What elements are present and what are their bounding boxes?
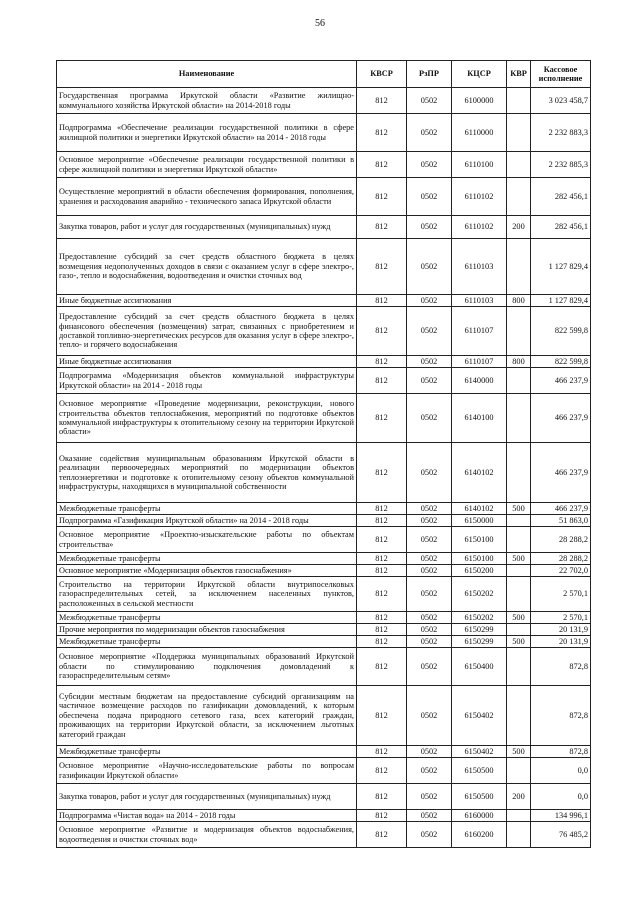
row-kvr xyxy=(507,178,531,216)
row-kcsr: 6110100 xyxy=(452,152,507,178)
row-kvsr: 812 xyxy=(357,686,407,746)
row-rzpr: 0502 xyxy=(407,368,452,394)
table-row xyxy=(57,686,591,746)
row-name: Основное мероприятие «Модернизация объектов газоснабжения» xyxy=(57,565,357,577)
row-exec: 2 232 885,3 xyxy=(531,152,591,178)
row-rzpr: 0502 xyxy=(407,527,452,553)
row-kvr: 500 xyxy=(507,746,531,758)
row-kvr xyxy=(507,88,531,114)
row-kvr xyxy=(507,239,531,295)
header-kvr: КВР xyxy=(507,61,531,88)
row-rzpr: 0502 xyxy=(407,503,452,515)
row-kvr: 200 xyxy=(507,784,531,810)
row-kvsr: 812 xyxy=(357,822,407,848)
page-number: 56 xyxy=(315,18,325,29)
table-row xyxy=(57,239,591,295)
row-kvsr: 812 xyxy=(357,239,407,295)
row-kcsr: 6140102 xyxy=(452,443,507,503)
table-row xyxy=(57,810,591,822)
row-kvr xyxy=(507,686,531,746)
budget-execution-table xyxy=(56,60,591,848)
row-exec: 822 599,8 xyxy=(531,356,591,368)
row-kcsr: 6110103 xyxy=(452,295,507,307)
row-kvr xyxy=(507,577,531,612)
row-rzpr: 0502 xyxy=(407,178,452,216)
table-row xyxy=(57,178,591,216)
row-kcsr: 6150100 xyxy=(452,553,507,565)
table-row xyxy=(57,624,591,636)
table-row xyxy=(57,527,591,553)
row-exec: 28 288,2 xyxy=(531,553,591,565)
row-exec: 134 996,1 xyxy=(531,810,591,822)
row-name: Подпрограмма «Модернизация объектов коммунальной инфраструктуры Иркутской области» на 2014 - 2018 годы xyxy=(57,368,357,394)
row-kvsr: 812 xyxy=(357,810,407,822)
row-name: Основное мероприятие «Проектно-изыскательские работы по объектам строительства» xyxy=(57,527,357,553)
table-row xyxy=(57,307,591,356)
table-row xyxy=(57,648,591,686)
row-rzpr: 0502 xyxy=(407,758,452,784)
table-row xyxy=(57,394,591,443)
row-kvsr: 812 xyxy=(357,648,407,686)
row-name: Строительство на территории Иркутской области внутрипоселковых газораспределительных сетей, за исключением населенных пунктов, расположенных в сельской местности xyxy=(57,577,357,612)
row-name: Подпрограмма «Чистая вода» на 2014 - 2018 годы xyxy=(57,810,357,822)
row-rzpr: 0502 xyxy=(407,295,452,307)
row-kvsr: 812 xyxy=(357,553,407,565)
row-kvsr: 812 xyxy=(357,577,407,612)
row-name: Основное мероприятие «Поддержка муниципальных образований Иркутской области по стимулированию подключения домовладений к газораспределительным сетям» xyxy=(57,648,357,686)
row-exec: 28 288,2 xyxy=(531,527,591,553)
row-kvsr: 812 xyxy=(357,758,407,784)
row-name: Закупка товаров, работ и услуг для государственных (муниципальных) нужд xyxy=(57,784,357,810)
row-name: Предоставление субсидий за счет средств областного бюджета в целях финансового обеспечения (возмещения) затрат, связанных с приобретением и доставкой топливно-энергетических ресурсов для оказания услуг в сфере электро-, тепло- и горячего водоснабжения xyxy=(57,307,357,356)
row-kvr xyxy=(507,822,531,848)
row-kvsr: 812 xyxy=(357,443,407,503)
row-kcsr: 6150400 xyxy=(452,648,507,686)
row-kvr xyxy=(507,758,531,784)
row-kvr xyxy=(507,648,531,686)
row-rzpr: 0502 xyxy=(407,88,452,114)
row-exec: 51 863,0 xyxy=(531,515,591,527)
row-name: Государственная программа Иркутской области «Развитие жилищно-коммунального хозяйства Иркутской области» на 2014-2018 годы xyxy=(57,88,357,114)
row-exec: 0,0 xyxy=(531,784,591,810)
row-exec: 1 127 829,4 xyxy=(531,239,591,295)
row-kvr: 500 xyxy=(507,612,531,624)
row-kcsr: 6150500 xyxy=(452,758,507,784)
row-name: Межбюджетные трансферты xyxy=(57,612,357,624)
row-kcsr: 6110000 xyxy=(452,114,507,152)
row-kcsr: 6110107 xyxy=(452,307,507,356)
row-kvr xyxy=(507,152,531,178)
row-kcsr: 6100000 xyxy=(452,88,507,114)
row-name: Иные бюджетные ассигнования xyxy=(57,295,357,307)
row-name: Подпрограмма «Обеспечение реализации государственной политики в сфере жилищной политики и энергетики Иркутской области» на 2014 - 2018 годы xyxy=(57,114,357,152)
row-kcsr: 6150000 xyxy=(452,515,507,527)
row-name: Предоставление субсидий за счет средств областного бюджета в целях возмещения недополученных доходов в связи с оказанием услуг в сфере электро-, газо-, тепло и водоснабжения, водоотведения и очистки сточных вод xyxy=(57,239,357,295)
row-kcsr: 6140100 xyxy=(452,394,507,443)
row-kcsr: 6110107 xyxy=(452,356,507,368)
header-name: Наименование xyxy=(57,61,357,88)
row-exec: 1 127 829,4 xyxy=(531,295,591,307)
row-kvsr: 812 xyxy=(357,307,407,356)
row-kvsr: 812 xyxy=(357,746,407,758)
row-kvsr: 812 xyxy=(357,178,407,216)
row-rzpr: 0502 xyxy=(407,515,452,527)
row-name: Межбюджетные трансферты xyxy=(57,636,357,648)
row-exec: 466 237,9 xyxy=(531,503,591,515)
row-kcsr: 6150500 xyxy=(452,784,507,810)
row-kvr xyxy=(507,527,531,553)
table-row xyxy=(57,216,591,239)
row-kvr: 500 xyxy=(507,553,531,565)
table-row xyxy=(57,822,591,848)
row-kvsr: 812 xyxy=(357,784,407,810)
row-rzpr: 0502 xyxy=(407,443,452,503)
row-exec: 3 023 458,7 xyxy=(531,88,591,114)
row-kcsr: 6150402 xyxy=(452,746,507,758)
row-exec: 466 237,9 xyxy=(531,368,591,394)
row-kvsr: 812 xyxy=(357,114,407,152)
table-row xyxy=(57,503,591,515)
row-kvr xyxy=(507,368,531,394)
row-name: Основное мероприятие «Научно-исследовательские работы по вопросам газификации Иркутской области» xyxy=(57,758,357,784)
table-row xyxy=(57,152,591,178)
row-exec: 872,8 xyxy=(531,746,591,758)
row-kvsr: 812 xyxy=(357,394,407,443)
row-kvr: 500 xyxy=(507,636,531,648)
row-rzpr: 0502 xyxy=(407,648,452,686)
row-name: Межбюджетные трансферты xyxy=(57,503,357,515)
row-kvr xyxy=(507,114,531,152)
row-name: Осуществление мероприятий в области обеспечения формирования, пополнения, хранения и расходования аварийно - технического запаса Иркутской области xyxy=(57,178,357,216)
row-kvsr: 812 xyxy=(357,612,407,624)
table-row xyxy=(57,746,591,758)
row-rzpr: 0502 xyxy=(407,624,452,636)
row-kcsr: 6150202 xyxy=(452,577,507,612)
row-kcsr: 6160200 xyxy=(452,822,507,848)
table-row xyxy=(57,565,591,577)
row-kcsr: 6140102 xyxy=(452,503,507,515)
row-exec: 2 570,1 xyxy=(531,577,591,612)
row-kcsr: 6150299 xyxy=(452,636,507,648)
row-kcsr: 6160000 xyxy=(452,810,507,822)
table-row xyxy=(57,636,591,648)
row-exec: 2 232 883,3 xyxy=(531,114,591,152)
row-kvr xyxy=(507,565,531,577)
row-kvr: 500 xyxy=(507,503,531,515)
table-row xyxy=(57,577,591,612)
row-name: Основное мероприятие «Обеспечение реализации государственной политики в сфере жилищной политики и энергетики Иркутской области» xyxy=(57,152,357,178)
table-row xyxy=(57,784,591,810)
row-name: Оказание содействия муниципальным образованиям Иркутской области в реализации первоочередных мероприятий по модернизации объектов теплоэнергетики и подготовке к отопительному сезону объектов коммунальной инфраструктуры, находящихся в муниципальной собственности xyxy=(57,443,357,503)
row-rzpr: 0502 xyxy=(407,152,452,178)
row-kvr: 200 xyxy=(507,216,531,239)
header-kvsr: КВСР xyxy=(357,61,407,88)
row-kcsr: 6150100 xyxy=(452,527,507,553)
row-kvsr: 812 xyxy=(357,503,407,515)
row-rzpr: 0502 xyxy=(407,114,452,152)
row-rzpr: 0502 xyxy=(407,565,452,577)
row-exec: 466 237,9 xyxy=(531,443,591,503)
row-exec: 282 456,1 xyxy=(531,178,591,216)
row-name: Межбюджетные трансферты xyxy=(57,746,357,758)
table-body xyxy=(57,88,591,848)
row-name: Субсидии местным бюджетам на предоставление субсидий организациям на частичное возмещение расходов по газификации домовладений, к которым обеспечена подача природного сетевого газа, всех категорий граждан, проживающих на территории Иркутской области, за исключением льготных категорий граждан xyxy=(57,686,357,746)
row-rzpr: 0502 xyxy=(407,239,452,295)
header-exec: Кассовое исполнение xyxy=(531,61,591,88)
header-rzpr: РзПР xyxy=(407,61,452,88)
row-rzpr: 0502 xyxy=(407,636,452,648)
table-row xyxy=(57,758,591,784)
row-kcsr: 6150200 xyxy=(452,565,507,577)
row-exec: 2 570,1 xyxy=(531,612,591,624)
header-kcsr: КЦСР xyxy=(452,61,507,88)
row-rzpr: 0502 xyxy=(407,746,452,758)
row-kvr xyxy=(507,394,531,443)
row-rzpr: 0502 xyxy=(407,307,452,356)
table-row xyxy=(57,356,591,368)
row-exec: 872,8 xyxy=(531,686,591,746)
row-exec: 466 237,9 xyxy=(531,394,591,443)
row-exec: 0,0 xyxy=(531,758,591,784)
table-row xyxy=(57,553,591,565)
table-row xyxy=(57,295,591,307)
table-row xyxy=(57,88,591,114)
row-name: Основное мероприятие «Развитие и модернизация объектов водоснабжения, водоотведения и очистки сточных вод» xyxy=(57,822,357,848)
table-row xyxy=(57,443,591,503)
row-kvsr: 812 xyxy=(357,636,407,648)
row-kvsr: 812 xyxy=(357,152,407,178)
row-exec: 20 131,9 xyxy=(531,636,591,648)
row-kcsr: 6150299 xyxy=(452,624,507,636)
table-row xyxy=(57,114,591,152)
row-kvsr: 812 xyxy=(357,515,407,527)
row-rzpr: 0502 xyxy=(407,810,452,822)
table-header-row xyxy=(57,61,591,88)
row-exec: 282 456,1 xyxy=(531,216,591,239)
row-kvsr: 812 xyxy=(357,565,407,577)
row-kvr: 800 xyxy=(507,356,531,368)
row-rzpr: 0502 xyxy=(407,216,452,239)
row-rzpr: 0502 xyxy=(407,686,452,746)
row-exec: 22 702,0 xyxy=(531,565,591,577)
row-name: Основное мероприятие «Проведение модернизации, реконструкции, нового строительства объектов теплоснабжения, мероприятий по подготовке объектов коммунальной инфраструктуры к отопительному сезону на территории Иркутской области» xyxy=(57,394,357,443)
row-kcsr: 6110103 xyxy=(452,239,507,295)
row-name: Подпрограмма «Газификация Иркутской области» на 2014 - 2018 годы xyxy=(57,515,357,527)
row-name: Межбюджетные трансферты xyxy=(57,553,357,565)
row-kvr: 800 xyxy=(507,295,531,307)
row-name: Иные бюджетные ассигнования xyxy=(57,356,357,368)
row-kcsr: 6150202 xyxy=(452,612,507,624)
row-kcsr: 6150402 xyxy=(452,686,507,746)
table-row xyxy=(57,612,591,624)
row-kvsr: 812 xyxy=(357,295,407,307)
row-kvsr: 812 xyxy=(357,216,407,239)
row-exec: 20 131,9 xyxy=(531,624,591,636)
row-kvr xyxy=(507,443,531,503)
row-kvsr: 812 xyxy=(357,527,407,553)
row-kvsr: 812 xyxy=(357,624,407,636)
table-row xyxy=(57,515,591,527)
row-kvr xyxy=(507,624,531,636)
row-exec: 872,8 xyxy=(531,648,591,686)
row-kvr xyxy=(507,810,531,822)
row-name: Прочие мероприятия по модернизации объектов газоснабжения xyxy=(57,624,357,636)
row-kvr xyxy=(507,515,531,527)
row-rzpr: 0502 xyxy=(407,822,452,848)
row-kvr xyxy=(507,307,531,356)
row-rzpr: 0502 xyxy=(407,784,452,810)
row-rzpr: 0502 xyxy=(407,356,452,368)
table-row xyxy=(57,368,591,394)
row-rzpr: 0502 xyxy=(407,577,452,612)
row-kcsr: 6110102 xyxy=(452,216,507,239)
row-exec: 822 599,8 xyxy=(531,307,591,356)
row-kcsr: 6110102 xyxy=(452,178,507,216)
row-kvsr: 812 xyxy=(357,368,407,394)
row-rzpr: 0502 xyxy=(407,553,452,565)
row-rzpr: 0502 xyxy=(407,394,452,443)
row-rzpr: 0502 xyxy=(407,612,452,624)
row-exec: 76 485,2 xyxy=(531,822,591,848)
row-kvsr: 812 xyxy=(357,356,407,368)
row-kvsr: 812 xyxy=(357,88,407,114)
row-name: Закупка товаров, работ и услуг для государственных (муниципальных) нужд xyxy=(57,216,357,239)
row-kcsr: 6140000 xyxy=(452,368,507,394)
